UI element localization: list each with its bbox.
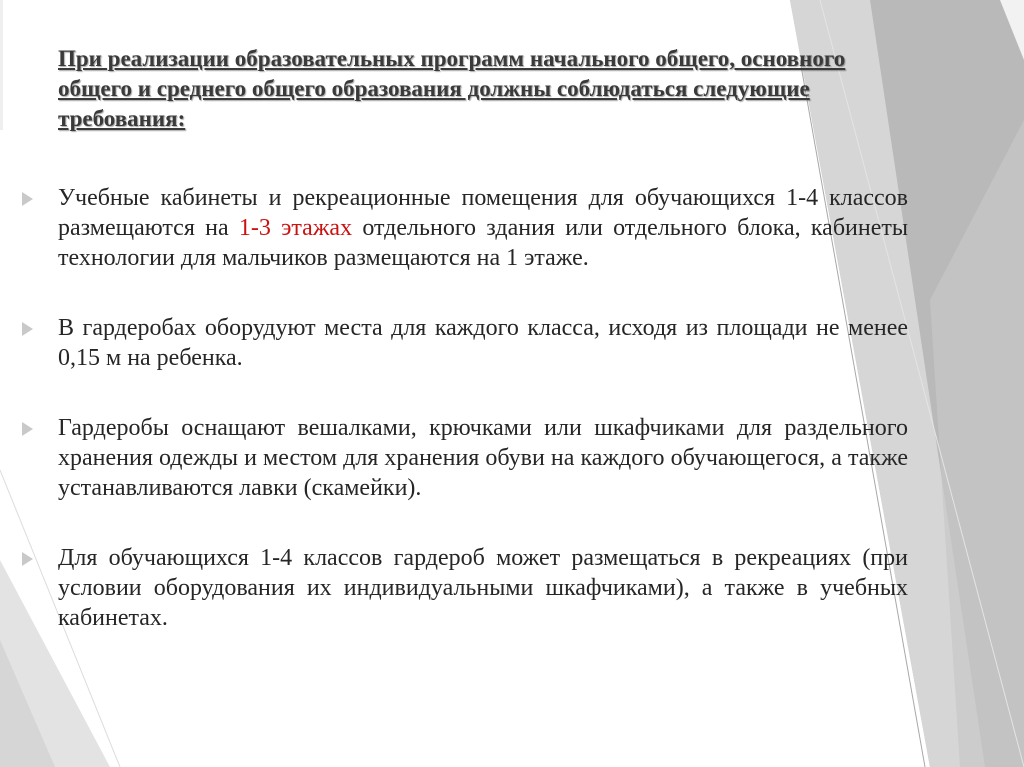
- bullet-item-cloakroom-placement: [58, 543, 908, 633]
- triangle-bullet-icon: [22, 192, 33, 206]
- bullet-list: [58, 183, 908, 673]
- triangle-bullet-icon: [22, 552, 33, 566]
- bullet-text: В гардеробах оборудуют места для каждого класса, исходя из площади не менее 0,15 м на ребенка.: [58, 315, 908, 371]
- triangle-bullet-icon: [22, 322, 33, 336]
- bullet-text-after: отдельного здания или отдельного блока, кабинеты технологии для мальчиков размещаются на 1 этаже.: [58, 215, 908, 271]
- slide-title: При реализации образовательных программ начального общего, основного общего и среднего общего образования должны соблюдаться следующие требования:: [58, 46, 846, 131]
- bullet-text-before: Учебные кабинеты и рекреационные помещения для обучающихся 1-4 классов размещаются на: [58, 185, 908, 241]
- bullet-item-cloakroom-places: [58, 313, 908, 373]
- bullet-item-classrooms: [58, 183, 908, 273]
- triangle-bullet-icon: [22, 422, 33, 436]
- bullet-text: Гардеробы оснащают вешалками, крючками или шкафчиками для раздельного хранения одежды и местом для хранения обуви на каждого обучающегося, а также устанавливаются лавки (скамейки).: [58, 415, 908, 501]
- highlighted-floors-text: 1-3 этажах: [238, 215, 353, 241]
- bullet-text: Для обучающихся 1-4 классов гардероб может размещаться в рекреациях (при условии оборудования их индивидуальными шкафчиками), а также в учебных кабинетах.: [58, 545, 908, 631]
- bullet-item-cloakroom-equipment: [58, 413, 908, 503]
- decor-top-left-edge: [0, 0, 3, 130]
